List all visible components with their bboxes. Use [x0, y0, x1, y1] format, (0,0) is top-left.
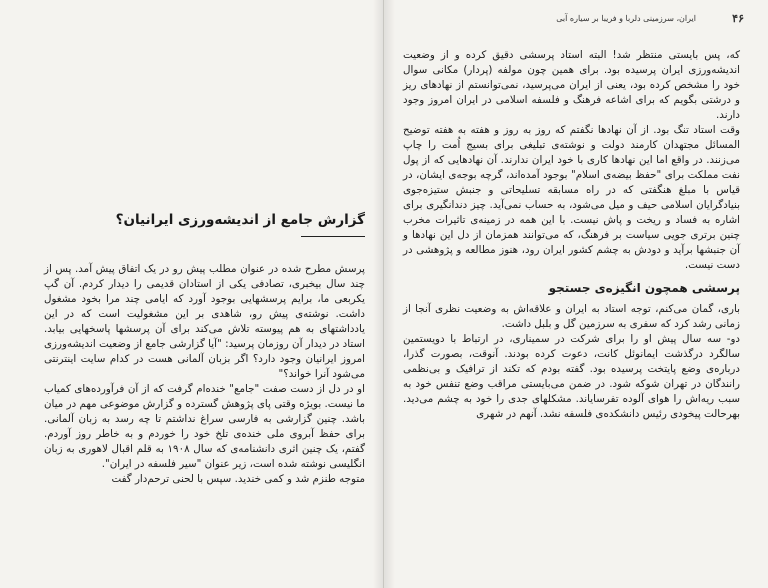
paragraph: دو- سه سال پیش او را برای شرکت در سمیناری، در ارتباط با دویستمین سالگرد درگذشت ایمانوئل کانت، دعوت کرده بودند. آنوقت، بصورت گذرا، درباره‌ی وضع پایتخت پرسیده بود. گفته بودم که تکند از ترافیک و بی‌نظمی رانندگان در تهران شوکه شود. در ضمن می‌بایستی مراقب وضع تنفس خود به سبب ریه‌اش را هوای آلوده تفرسایاند. مشکلهای جدی را خود به چشم می‌دید. بهرحالت پیخودی رئیس دانشکده‌ی فلسفه نشد. آنهم در شهری: [403, 333, 740, 420]
chapter-title-rule: [301, 236, 365, 237]
paragraph: او در دل از دست صفت "جامع" خنده‌ام گرفت که از آن فرآورده‌های کمیاب ما نیست. بویژه وقتی پای پژوهش گسترده و گزارش موضوعی مهم در میان باشد. چنین گزارشی به فارسی سراغ نداشتم تا چه رسد به زبان آلمانی. برای حفظ آبروی ملی خنده‌ی تلخ خود را خوردم و به خاطر روز آوردم. گفتم، یک چنین اثری دانشنامه‌ی که سال ۱۹۰۸ به قلم اقبال لاهوری به زبان انگلیسی نوشته شده است، زیر عنوان "سیر فلسفه در ایران".: [44, 383, 366, 470]
paragraph: وقت استاد تنگ بود. از آن نهادها نگفتم که روز به روز و هفته به هفته توضیح المسائل مجتهدان کارمند دولت و نوشته‌ی تبلیغی برای بسیج اُمت را چاپ می‌زنند. در واقع اما این نهادها کاری با خود ایران ندارند. آن نهادهایی که از پول نفت مملکت برای "حفظ بیضه‌ی اسلام" بوجود آمده‌اند، گرچه بوجه‌ی ایشان، در قیاس با مبلغ هنگفتی که در راه مسابقه تسلیحاتی و جنبش ستیزه‌جوی بنیادگرایان اسلامی حیف و میل می‌شود، به حساب نمی‌آید. چیز دندانگیری برای اشاره به فساد و ریخت و پاش نیست. با این همه در زمینه‌ی تاثیرات مخرب چنین برتری جویی سیاست بر فرهنگ، که می‌توانند همزمان از دل این نهادها و آن جنبشها برآید و دودش به چشم کشور ایران رود، هنوز مطالعه و پژوهشی در دست نیست.: [403, 124, 740, 271]
section-title: پرسشی همچون انگیزه‌ی جستجو: [548, 281, 740, 295]
paragraph: متوجه طنزم شد و کمی خندید. سپس با لحنی ترحم‌دار گفت: [111, 473, 365, 485]
left-page-body: [44, 262, 365, 487]
paragraph: پرسش مطرح شده در عنوان مطلب پیش رو در یک اتفاق پیش آمد. پس از چند سال بیخبری، تصادفی یکی از استادان قدیمی را دیدار کردم. آن گپ یکربعی ما، برایم پرسشهایی بوجود آورد که ایامی چند مرا بخود مشغول داشت. نوشته‌ی پیش رو، شاهدی بر این مشغولیت است که در این یادداشتهای به هم پیوسته تلاش می‌کند برای آن پرسشها پاسخهایی بیابد. استاد در دیدار آن روزمان پرسید: "آیا گزارشی جامع از وضعیت اندیشه‌ورزی امروز ایرانیان وجود دارد؟ اگر بزبان آلمانی هست در کدام سایت اینترنتی می‌شود آنرا خواند؟": [44, 263, 365, 380]
paragraph: باری، گمان می‌کنم، توجه استاد به ایران و علاقه‌اش به وضعیت نظری آنجا از زمانی رشد کرد که سفری به سرزمین گل و بلبل داشت.: [403, 303, 740, 330]
right-page: [384, 0, 768, 588]
page-header: [403, 12, 744, 26]
page-number: ۴۶: [732, 12, 744, 25]
running-title: ایران، سرزمینی دلربا و فریبا بر سیاره آبی: [556, 14, 696, 23]
right-page-body: [403, 48, 740, 422]
gutter-shadow: [373, 0, 383, 588]
chapter-title: [44, 212, 365, 234]
gutter-shadow: [385, 0, 395, 588]
chapter-title-text: گزارش جامع از اندیشه‌ورزی ایرانیان؟: [115, 212, 365, 228]
paragraph: که، پس بایستی منتظر شد! البته استاد پرسشی دقیق کرده و از وضعیت اندیشه‌ورزی ایران پرسیده بود. برای همین چون مولفه (پردار) مکانی سوال خود را مشخص کرده بود، یعنی از ایران می‌پرسید، نمی‌توانستم از نهادهای ریز و درشتی بگویم که برای اشاعه فرهنگ و فلسفه اسلامی در ایران امروز وجود دارند.: [403, 49, 740, 121]
